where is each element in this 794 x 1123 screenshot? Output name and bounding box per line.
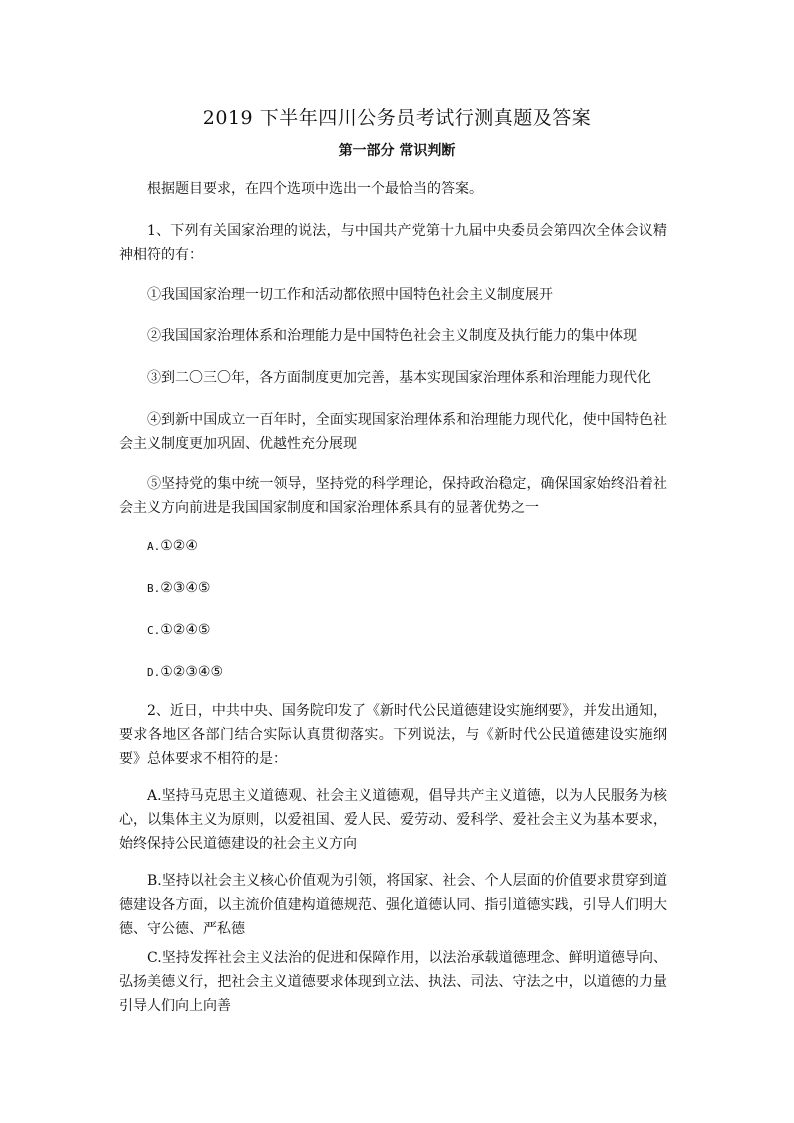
question-2-stem: 2、近日，中共中央、国务院印发了《新时代公民道德建设实施纲要》，并发出通知，要求各地区各部门结合实际认真贯彻落实。下列说法，与《新时代公民道德建设实施纲要》总体要求不相符的是： [119,703,667,767]
option-letter: B. [147,582,161,595]
option-a [119,534,667,559]
option-b [119,576,667,601]
question-1-stem: 1、下列有关国家治理的说法，与中国共产党第十九届中央委员会第四次全体会议精神相符的有： [119,223,667,263]
statement-1: ①我国国家治理一切工作和活动都依照中国特色社会主义制度展开 [147,287,553,303]
option-text: ②③④⑤ [160,580,211,596]
statement-5: ⑤坚持党的集中统一领导，坚持党的科学理论，保持政治稳定，确保国家始终沿着社会主义方向前进是我国国家制度和国家治理体系具有的显著优势之一 [119,476,667,516]
option-letter: C. [147,624,161,637]
q2-option-c: C.坚持发挥社会主义法治的促进和保障作用，以法治承载道德理念、鲜明道德导向、弘扬美德义行，把社会主义道德要求体现到立法、执法、司法、守法之中，以道德的力量引导人们向上向善 [119,950,667,1014]
option-letter: A. [147,540,161,553]
option-text: ①②④⑤ [160,622,211,638]
option-text: ①②③④⑤ [160,664,224,680]
page-title: 2019 下半年四川公务员考试行测真题及答案 [202,107,592,129]
instruction-text: 根据题目要求，在四个选项中选出一个最恰当的答案。 [147,181,483,197]
q2-option-a: A.坚持马克思主义道德观、社会主义道德观，倡导共产主义道德，以为人民服务为核心，以集体主义为原则，以爱祖国、爱人民、爱劳动、爱科学、爱社会主义为基本要求，始终保持公民道德建设的社会主义方向 [119,788,667,852]
option-d [119,660,667,685]
statement-2: ②我国国家治理体系和治理能力是中国特色社会主义制度及执行能力的集中体现 [147,328,637,344]
q2-option-b: B.坚持以社会主义核心价值观为引领，将国家、社会、个人层面的价值要求贯穿到道德建设各方面，以主流价值建构道德规范、强化道德认同、指引道德实践，引导人们明大德、守公德、严私德 [119,873,667,937]
section-heading: 第一部分 常识判断 [338,143,456,159]
statement-4: ④到新中国成立一百年时，全面实现国家治理体系和治理能力现代化，使中国特色社会主义制度更加巩固、优越性充分展现 [119,412,667,452]
option-text: ①②④ [160,538,198,554]
option-c [119,618,667,643]
option-letter: D. [147,666,161,679]
statement-3: ③到二〇三〇年，各方面制度更加完善，基本实现国家治理体系和治理能力现代化 [147,370,651,386]
